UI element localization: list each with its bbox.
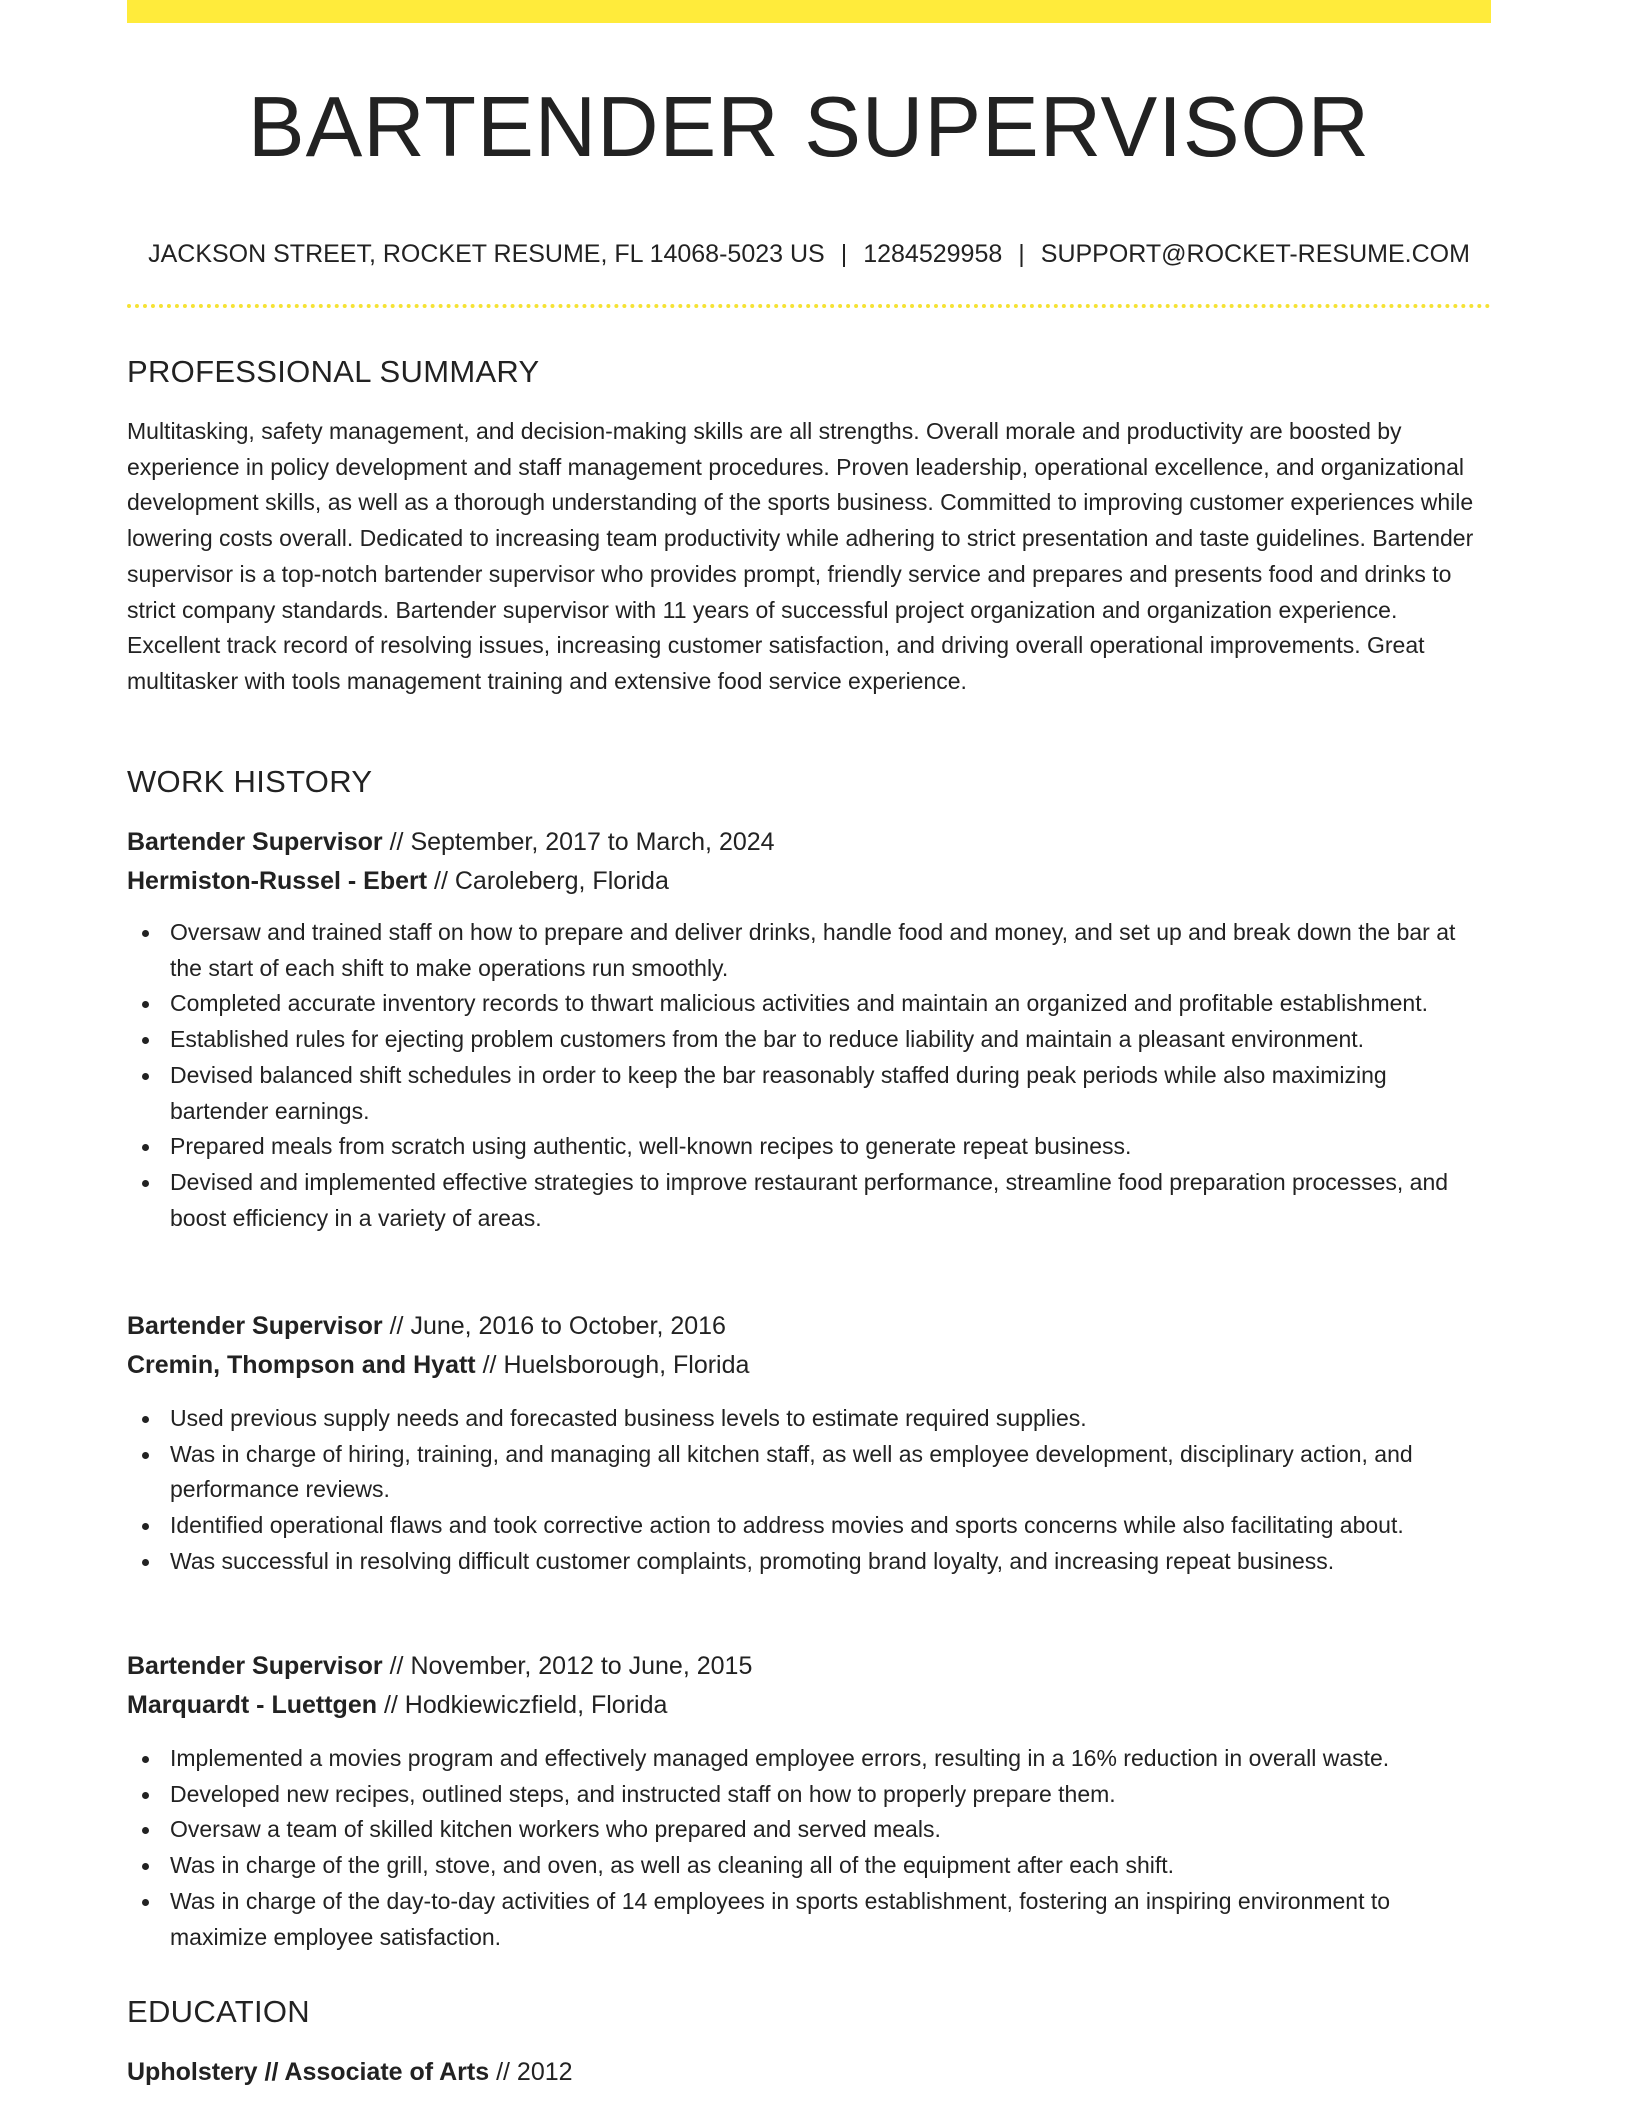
- job-role: Bartender Supervisor: [127, 828, 383, 856]
- job-bullet: Prepared meals from scratch using authentic, well-known recipes to generate repeat business.: [127, 1129, 1491, 1165]
- job-separator: //: [377, 1691, 405, 1719]
- job-company-line: [127, 1687, 667, 1723]
- job-bullet-list: [127, 1401, 1491, 1580]
- job-role: Bartender Supervisor: [127, 1312, 383, 1340]
- contact-separator: |: [1018, 240, 1025, 268]
- summary-text: Multitasking, safety management, and decision-making skills are all strengths. Overall morale and productivity are boosted by experience in policy development and staff management procedures. Proven leadership, operational excellence, and organizational development skills, as well as a thorough understanding of the sports business. Committed to improving customer experiences while lowering costs overall. Dedicated to increasing team productivity while adhering to strict presentation and taste guidelines. Bartender supervisor is a top-notch bartender supervisor who provides prompt, friendly service and prepares and presents food and drinks to strict company standards. Bartender supervisor with 11 years of successful project organization and organization experience. Excellent track record of resolving issues, increasing customer satisfaction, and driving overall operational improvements. Great multitasker with tools management training and extensive food service experience.: [127, 418, 1474, 694]
- job-role-line: [127, 1308, 726, 1344]
- job-bullet: Completed accurate inventory records to thwart malicious activities and maintain an organized and profitable establishment.: [127, 986, 1491, 1022]
- job-bullet: Devised and implemented effective strategies to improve restaurant performance, streamline food preparation processes, and boost efficiency in a variety of areas.: [127, 1165, 1491, 1236]
- job-bullet: Used previous supply needs and forecasted business levels to estimate required supplies.: [127, 1401, 1491, 1437]
- job-company: Marquardt - Luettgen: [127, 1691, 377, 1719]
- job-company: Hermiston-Russel - Ebert: [127, 867, 428, 895]
- job-bullet: Oversaw a team of skilled kitchen workers who prepared and served meals.: [127, 1812, 1491, 1848]
- job-dates: November, 2012 to June, 2015: [410, 1652, 753, 1680]
- job-role-line: [127, 1648, 752, 1684]
- job-separator: //: [382, 828, 411, 856]
- resume-name: BARTENDER SUPERVISOR: [247, 80, 1371, 175]
- header-divider: [127, 304, 1491, 308]
- job-bullet: Established rules for ejecting problem customers from the bar to reduce liability and maintain a pleasant environment.: [127, 1022, 1491, 1058]
- summary-title: PROFESSIONAL SUMMARY: [127, 354, 540, 389]
- job-bullet: Devised balanced shift schedules in order to keep the bar reasonably staffed during peak periods while also maximizing bartender earnings.: [127, 1058, 1491, 1129]
- job-separator: //: [382, 1652, 411, 1680]
- job-location: Hodkiewiczfield, Florida: [404, 1691, 668, 1719]
- contact-line: [127, 236, 1491, 272]
- job-bullet: Oversaw and trained staff on how to prepare and deliver drinks, handle food and money, and set up and break down the bar at the start of each shift to make operations run smoothly.: [127, 915, 1491, 986]
- job-dates: September, 2017 to March, 2024: [410, 828, 775, 856]
- education-title: EDUCATION: [127, 1994, 310, 2029]
- work-history-title: WORK HISTORY: [127, 764, 373, 799]
- job-role: Bartender Supervisor: [127, 1652, 383, 1680]
- job-company-line: [127, 863, 669, 899]
- job-role-line: [127, 824, 775, 860]
- contact-address: JACKSON STREET, ROCKET RESUME, FL 14068-5023 US: [148, 240, 825, 268]
- contact-separator: |: [840, 240, 848, 268]
- job-bullet: Was in charge of hiring, training, and managing all kitchen staff, as well as employee development, disciplinary action, and performance reviews.: [127, 1437, 1491, 1508]
- job-separator: //: [475, 1351, 504, 1379]
- education-degree: Upholstery // Associate of Arts: [127, 2058, 490, 2086]
- job-dates: June, 2016 to October, 2016: [410, 1312, 726, 1340]
- education-entry: [127, 2054, 573, 2090]
- job-bullet: Identified operational flaws and took corrective action to address movies and sports concerns while also facilitating about.: [127, 1508, 1491, 1544]
- job-bullet: Implemented a movies program and effectively managed employee errors, resulting in a 16% reduction in overall waste.: [127, 1741, 1491, 1777]
- job-bullet: Was in charge of the grill, stove, and oven, as well as cleaning all of the equipment after each shift.: [127, 1848, 1491, 1884]
- job-bullet-list: [127, 1741, 1491, 1955]
- job-separator: //: [382, 1312, 411, 1340]
- top-accent-bar: [127, 0, 1491, 23]
- job-bullet: Was successful in resolving difficult customer complaints, promoting brand loyalty, and increasing repeat business.: [127, 1544, 1491, 1580]
- job-location: Caroleberg, Florida: [454, 867, 669, 895]
- job-company-line: [127, 1347, 749, 1383]
- job-location: Huelsborough, Florida: [503, 1351, 750, 1379]
- job-bullet: Was in charge of the day-to-day activities of 14 employees in sports establishment, fostering an inspiring environment to maximize employee satisfaction.: [127, 1884, 1491, 1955]
- job-bullet-list: [127, 915, 1491, 1236]
- contact-phone: 1284529958: [863, 240, 1003, 268]
- job-bullet: Developed new recipes, outlined steps, and instructed staff on how to properly prepare them.: [127, 1777, 1491, 1813]
- job-separator: //: [427, 867, 455, 895]
- education-year: 2012: [516, 2058, 573, 2086]
- contact-email: SUPPORT@ROCKET-RESUME.COM: [1040, 240, 1470, 268]
- education-separator: //: [489, 2058, 517, 2086]
- job-company: Cremin, Thompson and Hyatt: [127, 1351, 476, 1379]
